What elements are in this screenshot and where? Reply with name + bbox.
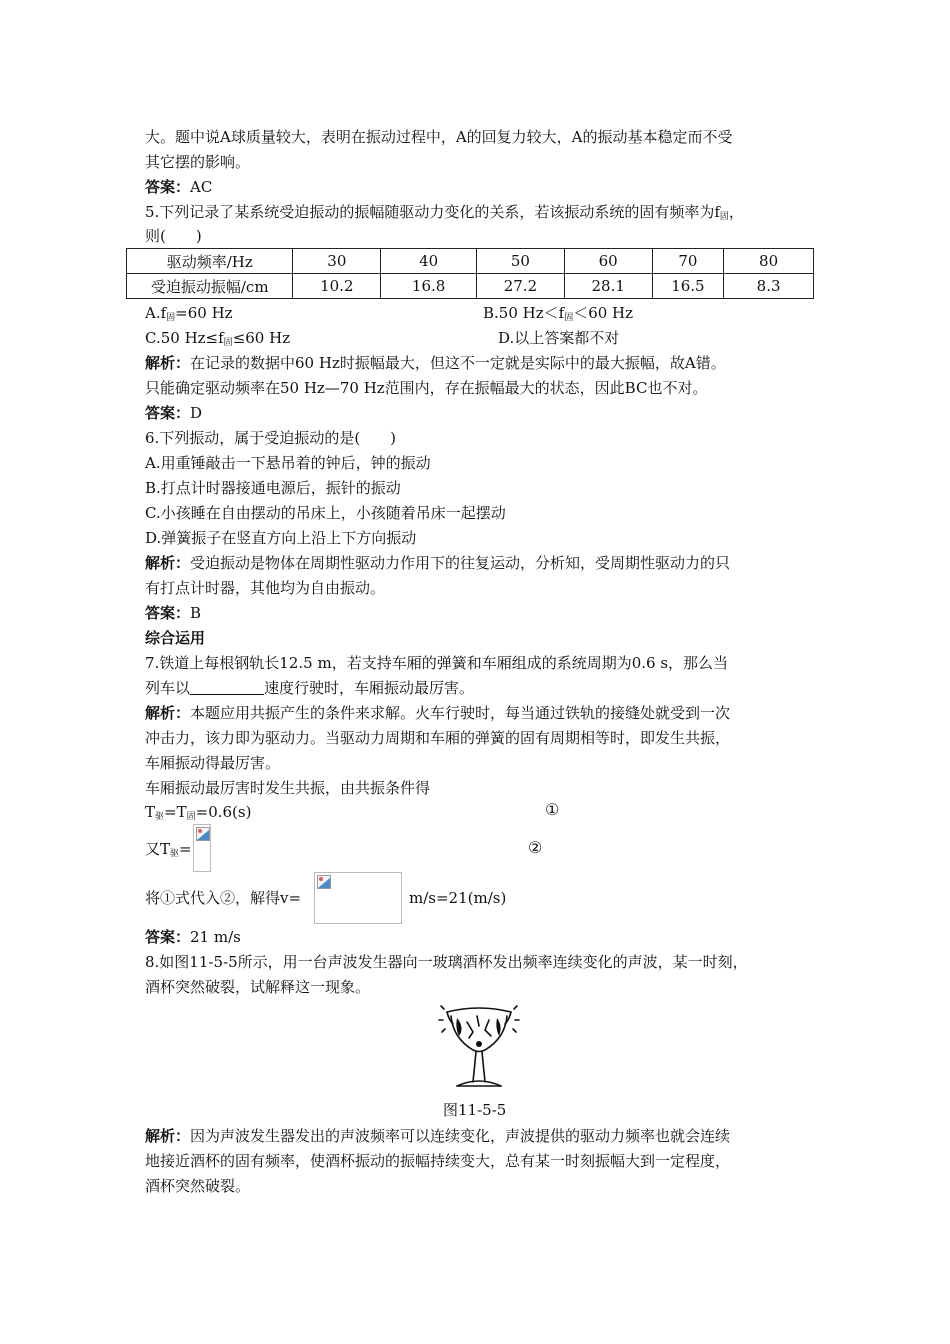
table-cell: 16.8 — [381, 274, 477, 299]
analysis-text: 因为声波发生器发出的声波频率可以连续变化，声波提供的驱动力频率也就会连续 — [190, 1127, 731, 1145]
q5-option-d: D.以上答案都不对 — [498, 329, 620, 347]
equation-number-1: ① — [545, 800, 560, 819]
q7-analysis-line-2: 冲击力，该力即为驱动力。当驱动力周期和车厢的弹簧的固有周期相等时，即发生共振， — [145, 729, 731, 747]
analysis-label: 解析： — [145, 554, 191, 572]
opt-sub: 固 — [166, 313, 176, 323]
q6-option-b: B.打点计时器接通电源后，振针的振动 — [145, 479, 401, 497]
q5-stem-line-2: 则( ) — [145, 227, 202, 245]
table-cell: 驱动频率/Hz — [127, 249, 293, 274]
table-cell: 30 — [293, 249, 381, 274]
table-cell: 50 — [477, 249, 565, 274]
q5-answer-value: D — [190, 404, 203, 422]
q8-stem-line-2: 酒杯突然破裂，试解释这一现象。 — [145, 978, 371, 996]
q5-option-a — [145, 303, 233, 328]
fill-in-blank — [190, 680, 264, 695]
q6-option-d: D.弹簧振子在竖直方向上沿上下方向振动 — [145, 529, 417, 547]
opt-text: =60 Hz — [175, 304, 233, 322]
broken-image-icon — [317, 875, 331, 889]
formula-image-placeholder — [193, 824, 211, 872]
table-cell: 60 — [564, 249, 652, 274]
table-cell: 28.1 — [564, 274, 652, 299]
answer-label: 答案： — [145, 928, 191, 946]
table-cell: 8.3 — [724, 274, 814, 299]
q4-answer-value: AC — [190, 178, 213, 196]
q6-answer-value: B — [190, 604, 202, 622]
q5-option-c — [145, 328, 290, 353]
answer-label: 答案： — [145, 178, 191, 196]
table-cell: 受迫振动振幅/cm — [127, 274, 293, 299]
q7-analysis-line-3: 车厢振动得最厉害。 — [145, 754, 281, 772]
q6-stem: 6.下列振动，属于受迫振动的是( ) — [145, 429, 397, 447]
table-cell: 80 — [724, 249, 814, 274]
q8-analysis-line-1 — [145, 1126, 730, 1146]
q5-stem-punct: ， — [728, 203, 744, 221]
table-row — [127, 249, 814, 274]
q6-option-a: A.用重锤敲击一下悬吊着的钟后，钟的振动 — [145, 454, 431, 472]
q6-analysis-line-2: 有打点计时器，其他均为自由振动。 — [145, 579, 386, 597]
opt-sub: 固 — [564, 313, 574, 323]
wine-glass-figure — [437, 1000, 521, 1092]
analysis-label: 解析： — [145, 354, 191, 372]
analysis-text: 本题应用共振产生的条件来求解。火车行驶时，每当通过铁轨的接缝处就受到一次 — [190, 704, 731, 722]
answer-label: 答案： — [145, 604, 191, 622]
opt-text: B.50 Hz＜f — [483, 304, 565, 322]
opt-text: ≤60 Hz — [232, 329, 291, 347]
q5-option-b — [483, 303, 633, 328]
q6-answer — [145, 603, 201, 623]
q5-stem-line-1 — [145, 202, 744, 227]
equation-2 — [145, 839, 192, 864]
eq-text: =0.6(s) — [195, 803, 252, 821]
eq-text: T — [145, 803, 156, 821]
q8-analysis-line-3: 酒杯突然破裂。 — [145, 1177, 251, 1195]
q7-stem-line-1: 7.铁道上每根钢轨长12.5 m，若支持车厢的弹簧和车厢组成的系统周期为0.6 s，那么当 — [145, 654, 729, 672]
analysis-label: 解析： — [145, 704, 191, 722]
q5-stem-sub: 固 — [719, 212, 729, 222]
eq-text: = — [179, 840, 192, 858]
stem-text: 列车以 — [145, 679, 191, 697]
q7-answer — [145, 927, 241, 947]
q5-analysis-line-2: 只能确定驱动频率在50 Hz—70 Hz范围内，存在振幅最大的状态，因此BC也不对。 — [145, 379, 708, 397]
table-cell: 27.2 — [477, 274, 565, 299]
analysis-text: 在记录的数据中60 Hz时振幅最大，但这不一定就是实际中的最大振幅，故A错。 — [190, 354, 726, 372]
stem-text: 速度行驶时，车厢振动最厉害。 — [264, 679, 475, 697]
intro-line-2: 其它摆的影响。 — [145, 153, 251, 171]
answer-label: 答案： — [145, 404, 191, 422]
q8-stem-line-1: 8.如图11-5-5所示，用一台声波发生器向一玻璃酒杯发出频率连续变化的声波，某一时刻， — [145, 953, 748, 971]
frequency-amplitude-table — [126, 248, 814, 299]
equation-number-2: ② — [528, 838, 543, 857]
eq-sub: 固 — [186, 812, 196, 822]
eq-sub: 驱 — [170, 849, 180, 859]
q5-analysis-line-1 — [145, 353, 726, 373]
equation-3-result: m/s=21(m/s) — [409, 889, 507, 907]
q7-stem-line-2 — [145, 678, 474, 698]
table-cell: 70 — [652, 249, 724, 274]
opt-text: ＜60 Hz — [573, 304, 634, 322]
table-cell: 16.5 — [652, 274, 724, 299]
eq-text: =T — [164, 803, 187, 821]
figure-caption: 图11-5-5 — [443, 1101, 507, 1119]
section-title: 综合运用 — [145, 629, 206, 647]
eq-sub: 驱 — [155, 812, 165, 822]
broken-image-icon — [196, 827, 210, 841]
table-cell: 10.2 — [293, 274, 381, 299]
intro-line-1: 大。题中说A球质量较大，表明在振动过程中，A的回复力较大，A的振动基本稳定而不受 — [145, 128, 733, 146]
q7-analysis-line-1 — [145, 703, 730, 723]
opt-text: C.50 Hz≤f — [145, 329, 224, 347]
table-cell: 40 — [381, 249, 477, 274]
q5-stem-text: 5.下列记录了某系统受迫振动的振幅随驱动力变化的关系，若该振动系统的固有频率为f — [145, 203, 720, 221]
opt-sub: 固 — [223, 338, 233, 348]
analysis-text: 受迫振动是物体在周期性驱动力作用下的往复运动，分析知，受周期性驱动力的只 — [190, 554, 731, 572]
equation-3: 将①式代入②，解得v= — [145, 889, 302, 907]
q6-option-c: C.小孩睡在自由摆动的吊床上，小孩随着吊床一起摆动 — [145, 504, 506, 522]
eq-text: 又T — [145, 840, 171, 858]
q4-answer — [145, 177, 212, 197]
q6-analysis-line-1 — [145, 553, 730, 573]
table-row — [127, 274, 814, 299]
q7-answer-value: 21 m/s — [190, 928, 241, 946]
formula-image-placeholder — [314, 872, 402, 924]
q5-answer — [145, 403, 202, 423]
opt-text: A.f — [145, 304, 167, 322]
analysis-label: 解析： — [145, 1127, 191, 1145]
q8-analysis-line-2: 地接近酒杯的固有频率，使酒杯振动的振幅持续变大，总有某一时刻振幅大到一定程度， — [145, 1152, 731, 1170]
q7-analysis-line-4: 车厢振动最厉害时发生共振，由共振条件得 — [145, 779, 431, 797]
